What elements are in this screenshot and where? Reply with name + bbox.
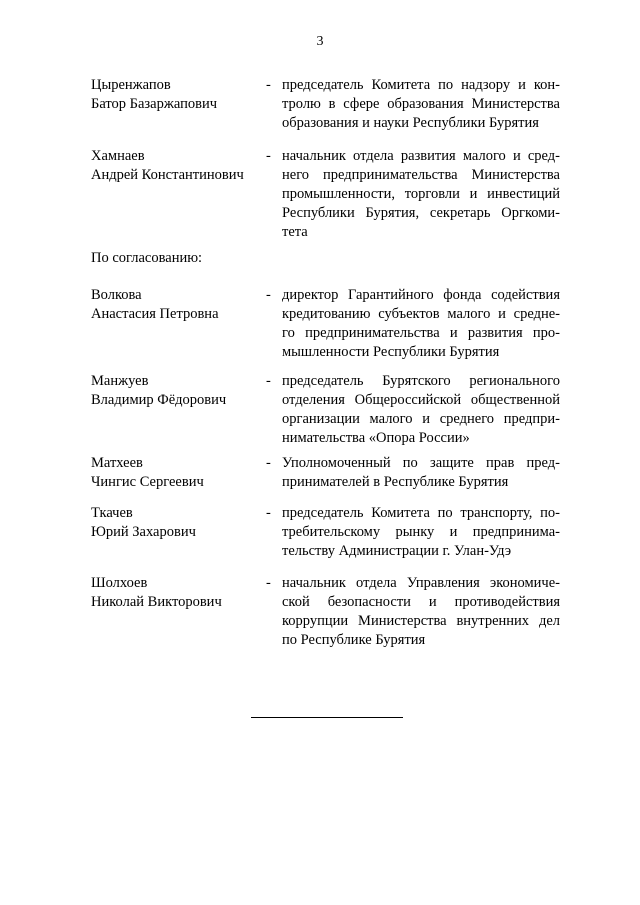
dash-separator: - bbox=[266, 575, 271, 591]
position-line: мышленности Республики Бурятия bbox=[282, 344, 500, 360]
position-line: председатель Комитета по надзору и кон- bbox=[282, 77, 560, 93]
member-position bbox=[282, 76, 560, 133]
position-line: председатель Бурятского регионального bbox=[282, 373, 560, 389]
member-name bbox=[91, 286, 259, 324]
position-line: коррупции Министерства внутренних дел bbox=[282, 613, 560, 629]
position-line: тета bbox=[282, 224, 308, 240]
page-number: 3 bbox=[316, 34, 324, 49]
member-position bbox=[282, 574, 560, 650]
dash-separator: - bbox=[266, 148, 271, 164]
member-surname: Шолхоев bbox=[91, 575, 148, 591]
dash-separator: - bbox=[266, 77, 271, 93]
position-line: отделения Общероссийской общественной bbox=[282, 392, 560, 408]
member-surname: Хамнаев bbox=[91, 148, 145, 164]
dash-separator: - bbox=[266, 287, 271, 303]
position-line: организации малого и среднего предпри- bbox=[282, 411, 560, 427]
member-given-name: Батор Базаржапович bbox=[91, 96, 218, 112]
position-line: кредитованию субъектов малого и средне- bbox=[282, 306, 560, 322]
position-line: принимателей в Республике Бурятия bbox=[282, 474, 509, 490]
position-line: промышленности, торговли и инвестиций bbox=[282, 186, 560, 202]
position-line: Республики Бурятия, секретарь Оргкоми- bbox=[282, 205, 560, 221]
member-name bbox=[91, 454, 259, 492]
position-line: тельству Администрации г. Улан-Удэ bbox=[282, 543, 512, 559]
member-surname: Ткачев bbox=[91, 505, 133, 521]
dash-separator: - bbox=[266, 455, 271, 471]
position-line: образования и науки Республики Бурятия bbox=[282, 115, 539, 131]
position-line: нимательства «Опора России» bbox=[282, 430, 470, 446]
member-name bbox=[91, 76, 259, 114]
position-line: начальник отдела Управления экономиче- bbox=[282, 575, 560, 591]
member-name bbox=[91, 372, 259, 410]
position-line: начальник отдела развития малого и сред- bbox=[282, 148, 560, 164]
member-given-name: Анастасия Петровна bbox=[91, 306, 219, 322]
position-line: Уполномоченный по защите прав пред- bbox=[282, 455, 560, 471]
dash-separator: - bbox=[266, 505, 271, 521]
member-name bbox=[91, 504, 259, 542]
closing-rule bbox=[251, 717, 403, 718]
member-position bbox=[282, 454, 560, 492]
position-line: директор Гарантийного фонда содействия bbox=[282, 287, 560, 303]
member-surname: Матхеев bbox=[91, 455, 143, 471]
member-given-name: Андрей Константинович bbox=[91, 167, 244, 183]
position-line: него предпринимательства Министерства bbox=[282, 167, 560, 183]
member-given-name: Юрий Захарович bbox=[91, 524, 196, 540]
position-line: по Республике Бурятия bbox=[282, 632, 426, 648]
member-given-name: Владимир Фёдорович bbox=[91, 392, 227, 408]
member-position bbox=[282, 286, 560, 362]
dash-separator: - bbox=[266, 373, 271, 389]
member-name bbox=[91, 574, 259, 612]
member-given-name: Чингис Сергеевич bbox=[91, 474, 204, 490]
member-name bbox=[91, 147, 259, 185]
position-line: тролю в сфере образования Министерства bbox=[282, 96, 560, 112]
member-surname: Манжуев bbox=[91, 373, 149, 389]
section-heading: По согласованию: bbox=[91, 250, 203, 266]
position-line: ской безопасности и противодействия bbox=[282, 594, 560, 610]
position-line: требительскому рынку и предпринима- bbox=[282, 524, 560, 540]
member-given-name: Николай Викторович bbox=[91, 594, 222, 610]
position-line: го предпринимательства и развития про- bbox=[282, 325, 560, 341]
member-surname: Волкова bbox=[91, 287, 142, 303]
member-position bbox=[282, 372, 560, 448]
position-line: председатель Комитета по транспорту, по- bbox=[282, 505, 560, 521]
member-surname: Цыренжапов bbox=[91, 77, 171, 93]
member-position bbox=[282, 147, 560, 242]
member-position bbox=[282, 504, 560, 561]
